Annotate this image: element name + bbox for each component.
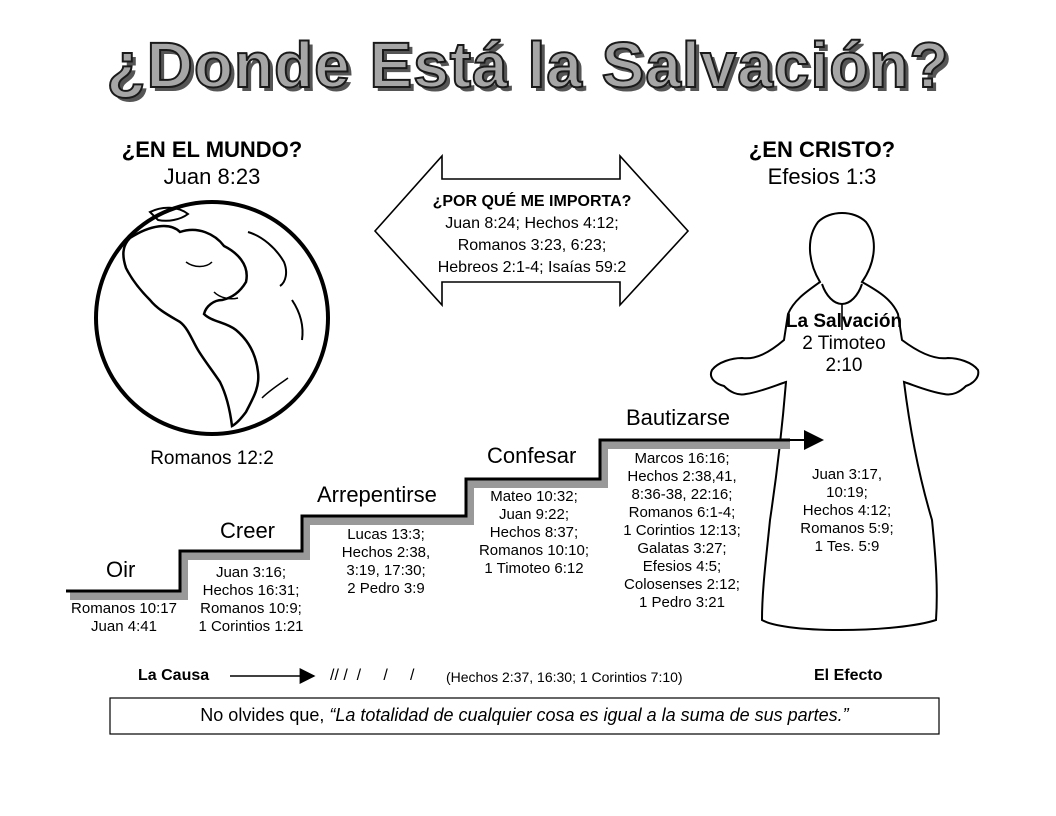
reference-line: Colosenses 2:12; [624,576,740,593]
reference-line: 1 Corintios 1:21 [198,618,304,635]
why-line: Hebreos 2:1-4; Isaías 59:2 [437,259,627,276]
salvation-block [764,311,924,377]
reference-line: Romanos 6:1-4; [628,504,736,521]
reference-line: Hechos 8:37; [489,524,579,541]
reference-line: 10:19; [826,484,868,501]
reference-line: Hechos 16:31; [202,582,300,599]
reference-line: Romanos 10:9; [200,600,302,617]
reference-line: 1 Timoteo 6:12 [484,560,584,577]
effect-label: El Efecto [814,667,883,684]
reference-line: Mateo 10:32; [490,488,578,505]
reference-line: 1 Corintios 12:13; [623,522,741,539]
why-line: Juan 8:24; Hechos 4:12; [445,215,619,232]
reference-line: 1 Pedro 3:21 [639,594,725,611]
step-references-confesar [470,488,598,578]
reference-line: Romanos 5:9; [800,520,894,537]
reference-line: Romanos 10:10; [478,542,590,559]
reference-line: Juan 3:16; [215,564,287,581]
reference-line: 3:19, 17:30; [346,562,426,579]
why-heading: ¿POR QUÉ ME IMPORTA? [432,193,632,210]
reference-line: 2 Pedro 3:9 [347,580,425,597]
step-label-arrepentirse: Arrepentirse [317,482,437,507]
reference-line: Juan 4:41 [91,618,157,635]
reference-line: Hechos 2:38, [341,544,431,561]
reference-line: Juan 3:17, [811,466,883,483]
step-label-creer: Creer [220,518,276,543]
step-references-bautizarse [612,450,752,612]
reference-line: 8:36-38, 22:16; [631,486,733,503]
salvation-label: La Salvación [785,311,903,332]
footer-quote: “La totalidad de cualquier cosa es igual a la suma de sus partes.” [329,705,849,725]
reference-line: Juan 9:22; [498,506,570,523]
step-references-creer [186,564,316,636]
step-references-arrepentirse [318,526,454,598]
step-label-confesar: Confesar [487,443,577,468]
salvation-reference: 2 Timoteo [802,333,886,354]
salvation-reference: 2:10 [825,355,863,376]
why-line: Romanos 3:23, 6:23; [457,237,607,254]
robe-references [782,466,912,556]
step-label-oir: Oir [106,557,136,582]
cause-marks: // / / / / [330,667,415,684]
page-title: ¿Donde Está la Salvación? [106,29,950,101]
world-bottom-reference: Romanos 12:2 [150,448,274,469]
cause-label: La Causa [138,667,210,684]
reference-line: Lucas 13:3; [347,526,425,543]
footer-prefix: No olvides que, [200,705,330,725]
reference-line: Romanos 10:17 [71,600,177,617]
christ-heading: ¿EN CRISTO? [748,137,896,162]
reference-line: Marcos 16:16; [634,450,730,467]
reference-line: 1 Tes. 5:9 [814,538,880,555]
world-reference: Juan 8:23 [163,164,261,189]
christ-reference: Efesios 1:3 [767,164,877,189]
reference-line: Hechos 4:12; [802,502,892,519]
why-text-block [392,191,672,279]
world-heading: ¿EN EL MUNDO? [121,137,303,162]
globe-icon [96,202,328,434]
step-references-oir [56,600,192,636]
reference-line: Galatas 3:27; [637,540,727,557]
step-label-bautizarse: Bautizarse [626,405,730,430]
footer-text [110,705,939,726]
reference-line: Hechos 2:38,41, [627,468,737,485]
cause-references: (Hechos 2:37, 16:30; 1 Corintios 7:10) [446,669,683,685]
reference-line: Efesios 4:5; [642,558,722,575]
